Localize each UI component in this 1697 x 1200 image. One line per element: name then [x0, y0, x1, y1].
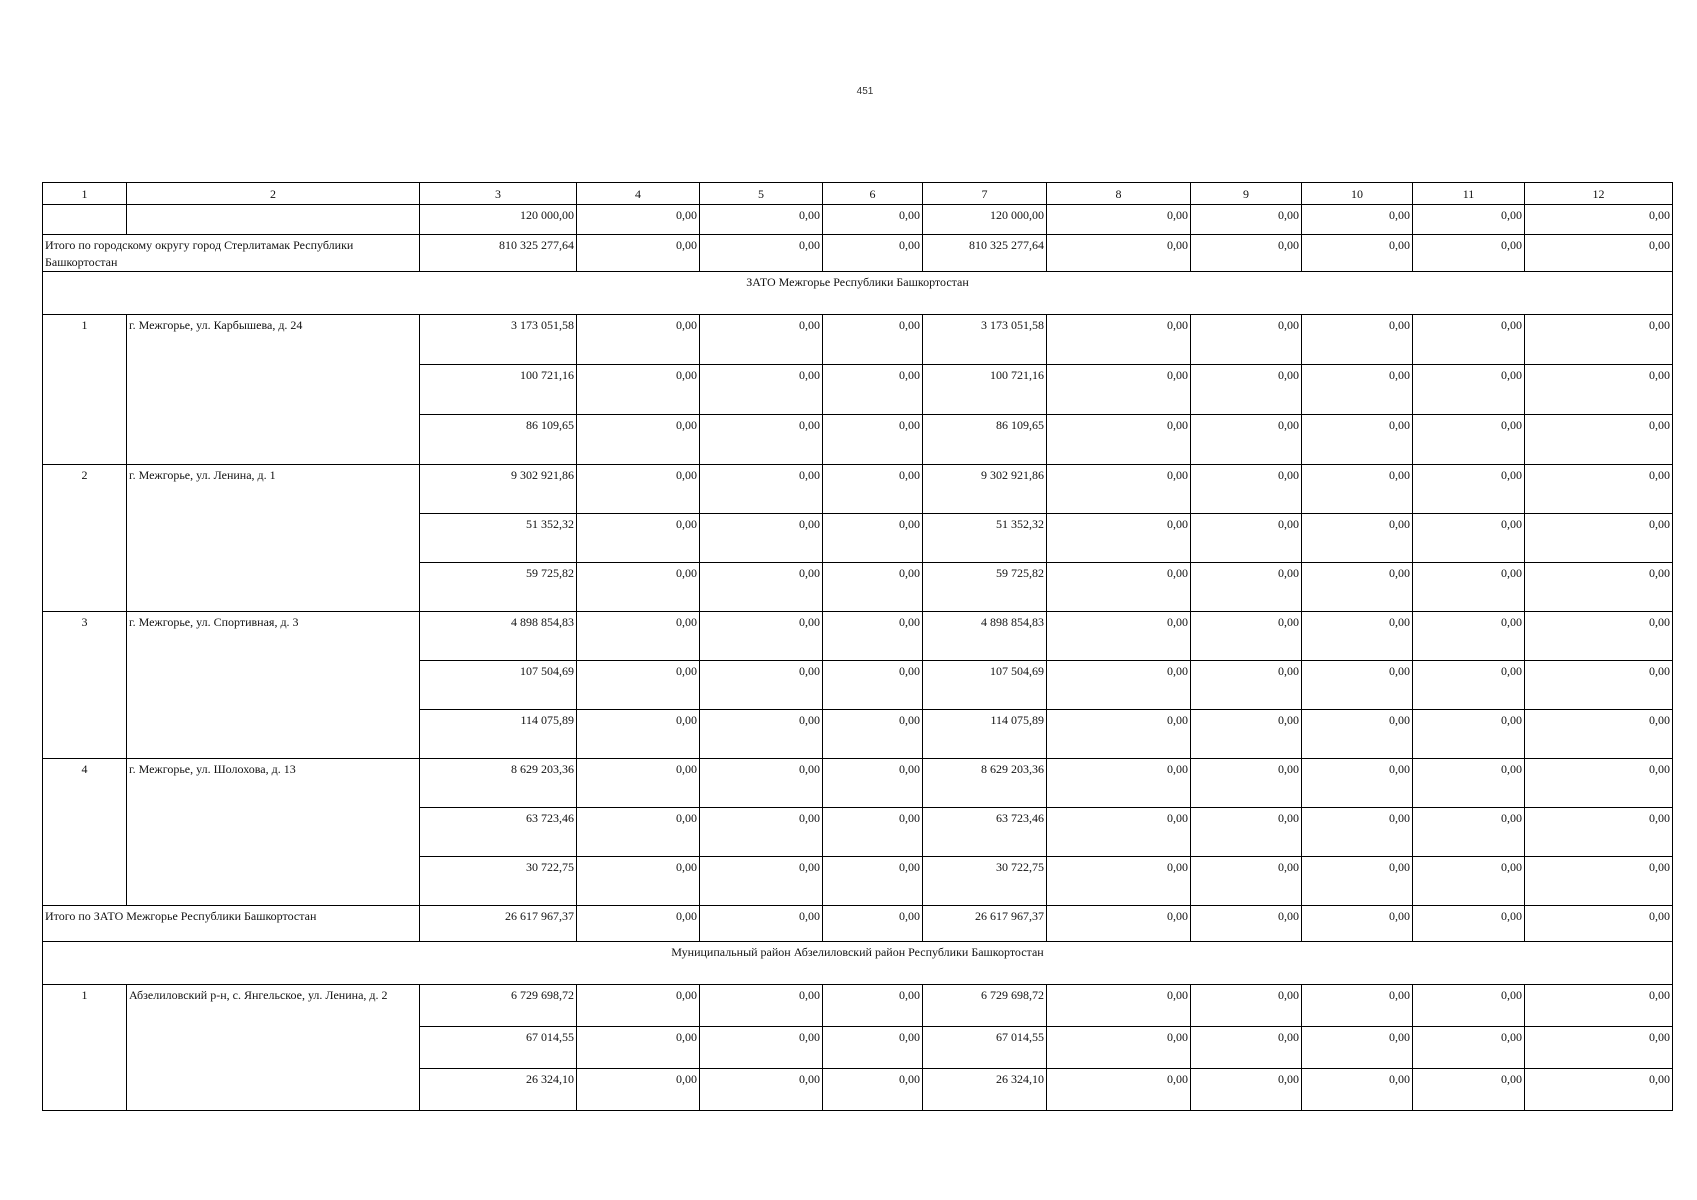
amount-cell: 0,00 [1302, 514, 1413, 563]
amount-cell: 0,00 [700, 857, 823, 906]
amount-cell: 0,00 [823, 612, 923, 661]
amount-cell: 0,00 [577, 315, 700, 365]
amount-cell: 0,00 [577, 710, 700, 759]
row-index: 1 [43, 315, 127, 465]
row-index: 4 [43, 759, 127, 906]
amount-cell: 0,00 [577, 759, 700, 808]
column-number-row [43, 183, 1673, 205]
table-row [43, 612, 1673, 661]
amount-cell: 0,00 [577, 985, 700, 1027]
amount-cell: 0,00 [577, 365, 700, 415]
amount-cell: 0,00 [1191, 465, 1302, 514]
amount-cell: 4 898 854,83 [420, 612, 577, 661]
amount-cell: 0,00 [1047, 1027, 1191, 1069]
amount-cell: 120 000,00 [420, 205, 577, 235]
amount-cell: 0,00 [823, 365, 923, 415]
total-row [43, 906, 1673, 942]
amount-cell: 0,00 [700, 365, 823, 415]
amount-cell: 51 352,32 [420, 514, 577, 563]
amount-cell: 0,00 [1047, 235, 1191, 272]
table-row [43, 315, 1673, 365]
amount-cell: 0,00 [1525, 808, 1673, 857]
amount-cell: 0,00 [1525, 759, 1673, 808]
amount-cell: 0,00 [1191, 985, 1302, 1027]
amount-cell: 0,00 [1525, 465, 1673, 514]
amount-cell: 0,00 [1302, 415, 1413, 465]
column-number: 11 [1413, 183, 1525, 205]
column-number: 4 [577, 183, 700, 205]
amount-cell: 0,00 [1413, 315, 1525, 365]
amount-cell: 114 075,89 [923, 710, 1047, 759]
amount-cell: 0,00 [700, 710, 823, 759]
amount-cell: 0,00 [1191, 1027, 1302, 1069]
amount-cell: 100 721,16 [420, 365, 577, 415]
amount-cell: 0,00 [823, 315, 923, 365]
amount-cell: 0,00 [700, 205, 823, 235]
page-number: 451 [856, 86, 874, 97]
amount-cell: 0,00 [823, 906, 923, 942]
amount-cell: 810 325 277,64 [420, 235, 577, 272]
amount-cell: 0,00 [823, 710, 923, 759]
total-row [43, 235, 1673, 272]
amount-cell: 0,00 [700, 985, 823, 1027]
amount-cell: 0,00 [1191, 205, 1302, 235]
amount-cell: 0,00 [823, 465, 923, 514]
amount-cell: 0,00 [1302, 365, 1413, 415]
amount-cell: 0,00 [823, 857, 923, 906]
amount-cell: 67 014,55 [923, 1027, 1047, 1069]
amount-cell: 0,00 [823, 415, 923, 465]
amount-cell: 0,00 [1525, 365, 1673, 415]
amount-cell: 0,00 [1047, 365, 1191, 415]
amount-cell: 63 723,46 [420, 808, 577, 857]
amount-cell: 6 729 698,72 [420, 985, 577, 1027]
amount-cell: 0,00 [1302, 563, 1413, 612]
amount-cell: 0,00 [1413, 906, 1525, 942]
amount-cell: 59 725,82 [420, 563, 577, 612]
address-cell: Абзелиловский р-н, с. Янгельское, ул. Ленина, д. 2 [127, 985, 420, 1111]
column-number: 1 [43, 183, 127, 205]
amount-cell: 0,00 [1525, 1069, 1673, 1111]
amount-cell: 59 725,82 [923, 563, 1047, 612]
total-label: Итого по ЗАТО Межгорье Республики Башкортостан [43, 906, 420, 942]
column-number: 2 [127, 183, 420, 205]
table-row [43, 759, 1673, 808]
section-row [43, 272, 1673, 315]
amount-cell: 0,00 [1047, 315, 1191, 365]
amount-cell: 0,00 [577, 1027, 700, 1069]
amount-cell: 0,00 [1413, 759, 1525, 808]
amount-cell: 0,00 [700, 612, 823, 661]
amount-cell: 0,00 [1302, 906, 1413, 942]
amount-cell: 0,00 [1525, 563, 1673, 612]
amount-cell: 0,00 [577, 563, 700, 612]
amount-cell: 0,00 [1302, 661, 1413, 710]
amount-cell: 0,00 [1302, 759, 1413, 808]
table-row [43, 205, 1673, 235]
amount-cell: 9 302 921,86 [420, 465, 577, 514]
amount-cell: 0,00 [1047, 465, 1191, 514]
amount-cell: 67 014,55 [420, 1027, 577, 1069]
amount-cell: 0,00 [1302, 205, 1413, 235]
amount-cell: 0,00 [577, 661, 700, 710]
amount-cell: 0,00 [1302, 612, 1413, 661]
amount-cell: 0,00 [1302, 1027, 1413, 1069]
amount-cell: 0,00 [1413, 612, 1525, 661]
amount-cell: 86 109,65 [420, 415, 577, 465]
column-number: 9 [1191, 183, 1302, 205]
amount-cell: 30 722,75 [923, 857, 1047, 906]
amount-cell: 0,00 [577, 235, 700, 272]
amount-cell: 0,00 [1047, 857, 1191, 906]
amount-cell: 0,00 [1302, 315, 1413, 365]
amount-cell: 0,00 [1413, 808, 1525, 857]
column-number: 3 [420, 183, 577, 205]
amount-cell: 0,00 [1191, 857, 1302, 906]
amount-cell: 0,00 [1302, 985, 1413, 1027]
amount-cell: 0,00 [1413, 465, 1525, 514]
amount-cell: 0,00 [1302, 465, 1413, 514]
row-index: 2 [43, 465, 127, 612]
address-cell: г. Межгорье, ул. Спортивная, д. 3 [127, 612, 420, 759]
amount-cell: 0,00 [700, 465, 823, 514]
amount-cell: 0,00 [700, 1069, 823, 1111]
amount-cell: 0,00 [1302, 235, 1413, 272]
amount-cell: 0,00 [1191, 514, 1302, 563]
amount-cell: 0,00 [1413, 985, 1525, 1027]
amount-cell: 0,00 [1413, 1027, 1525, 1069]
amount-cell: 0,00 [1191, 315, 1302, 365]
address-cell: г. Межгорье, ул. Ленина, д. 1 [127, 465, 420, 612]
amount-cell: 0,00 [823, 759, 923, 808]
amount-cell: 0,00 [1525, 514, 1673, 563]
amount-cell: 0,00 [823, 205, 923, 235]
column-number: 7 [923, 183, 1047, 205]
amount-cell: 0,00 [1047, 514, 1191, 563]
amount-cell: 63 723,46 [923, 808, 1047, 857]
table-body [43, 183, 1673, 1111]
amount-cell: 0,00 [577, 612, 700, 661]
amount-cell: 0,00 [1302, 857, 1413, 906]
amount-cell: 0,00 [1047, 415, 1191, 465]
amount-cell: 51 352,32 [923, 514, 1047, 563]
row-index: 3 [43, 612, 127, 759]
amount-cell: 0,00 [1413, 514, 1525, 563]
amount-cell: 26 324,10 [420, 1069, 577, 1111]
amount-cell: 0,00 [1413, 857, 1525, 906]
amount-cell: 0,00 [823, 563, 923, 612]
amount-cell: 0,00 [1302, 710, 1413, 759]
amount-cell: 0,00 [1191, 563, 1302, 612]
amount-cell: 0,00 [1413, 661, 1525, 710]
amount-cell: 3 173 051,58 [923, 315, 1047, 365]
amount-cell: 26 324,10 [923, 1069, 1047, 1111]
amount-cell: 8 629 203,36 [923, 759, 1047, 808]
amount-cell: 0,00 [1413, 710, 1525, 759]
amount-cell: 810 325 277,64 [923, 235, 1047, 272]
amount-cell: 30 722,75 [420, 857, 577, 906]
amount-cell: 0,00 [1413, 415, 1525, 465]
amount-cell: 0,00 [1413, 1069, 1525, 1111]
section-title: Муниципальный район Абзелиловский район Республики Башкортостан [43, 942, 1673, 985]
amount-cell: 120 000,00 [923, 205, 1047, 235]
amount-cell: 0,00 [1047, 612, 1191, 661]
amount-cell: 0,00 [1191, 415, 1302, 465]
amount-cell: 0,00 [1525, 1027, 1673, 1069]
amount-cell: 4 898 854,83 [923, 612, 1047, 661]
amount-cell: 0,00 [1525, 906, 1673, 942]
column-number: 8 [1047, 183, 1191, 205]
amount-cell: 0,00 [1525, 205, 1673, 235]
amount-cell: 0,00 [1525, 415, 1673, 465]
amount-cell: 0,00 [1047, 563, 1191, 612]
amount-cell: 107 504,69 [923, 661, 1047, 710]
amount-cell: 0,00 [1413, 205, 1525, 235]
amount-cell: 0,00 [577, 205, 700, 235]
address-cell [127, 205, 420, 235]
amount-cell: 0,00 [1413, 365, 1525, 415]
amount-cell: 0,00 [1525, 315, 1673, 365]
amount-cell: 0,00 [1047, 205, 1191, 235]
amount-cell: 0,00 [823, 808, 923, 857]
amount-cell: 0,00 [823, 514, 923, 563]
amount-cell: 0,00 [1191, 808, 1302, 857]
amount-cell: 0,00 [1413, 563, 1525, 612]
amount-cell: 0,00 [700, 514, 823, 563]
amount-cell: 0,00 [700, 906, 823, 942]
amount-cell: 0,00 [823, 1069, 923, 1111]
amount-cell: 0,00 [1191, 1069, 1302, 1111]
amount-cell: 114 075,89 [420, 710, 577, 759]
amount-cell: 8 629 203,36 [420, 759, 577, 808]
amount-cell: 0,00 [700, 1027, 823, 1069]
amount-cell: 107 504,69 [420, 661, 577, 710]
section-title: ЗАТО Межгорье Республики Башкортостан [43, 272, 1673, 315]
amount-cell: 26 617 967,37 [923, 906, 1047, 942]
amount-cell: 0,00 [1191, 365, 1302, 415]
amount-cell: 86 109,65 [923, 415, 1047, 465]
address-cell: г. Межгорье, ул. Шолохова, д. 13 [127, 759, 420, 906]
row-index: 1 [43, 985, 127, 1111]
amount-cell: 0,00 [577, 1069, 700, 1111]
amount-cell: 3 173 051,58 [420, 315, 577, 365]
amount-cell: 0,00 [823, 235, 923, 272]
amount-cell: 0,00 [577, 857, 700, 906]
amount-cell: 0,00 [577, 906, 700, 942]
amount-cell: 9 302 921,86 [923, 465, 1047, 514]
amount-cell: 0,00 [1047, 1069, 1191, 1111]
amount-cell: 0,00 [1302, 1069, 1413, 1111]
budget-table [42, 182, 1673, 1111]
amount-cell: 0,00 [700, 808, 823, 857]
amount-cell: 0,00 [700, 415, 823, 465]
table-row [43, 465, 1673, 514]
amount-cell: 0,00 [1047, 710, 1191, 759]
amount-cell: 0,00 [1413, 235, 1525, 272]
amount-cell: 0,00 [1525, 235, 1673, 272]
amount-cell: 0,00 [700, 235, 823, 272]
amount-cell: 0,00 [1191, 906, 1302, 942]
amount-cell: 0,00 [823, 661, 923, 710]
amount-cell: 6 729 698,72 [923, 985, 1047, 1027]
total-label: Итого по городскому округу город Стерлитамак Республики Башкортостан [43, 235, 420, 272]
amount-cell: 0,00 [1047, 661, 1191, 710]
column-number: 12 [1525, 183, 1673, 205]
section-row [43, 942, 1673, 985]
address-cell: г. Межгорье, ул. Карбышева, д. 24 [127, 315, 420, 465]
amount-cell: 0,00 [1047, 906, 1191, 942]
amount-cell: 0,00 [1525, 661, 1673, 710]
amount-cell: 0,00 [1047, 808, 1191, 857]
amount-cell: 0,00 [700, 315, 823, 365]
amount-cell: 0,00 [1525, 612, 1673, 661]
amount-cell: 0,00 [1047, 985, 1191, 1027]
amount-cell: 0,00 [1191, 710, 1302, 759]
amount-cell: 0,00 [1525, 710, 1673, 759]
amount-cell: 100 721,16 [923, 365, 1047, 415]
amount-cell: 0,00 [823, 1027, 923, 1069]
amount-cell: 0,00 [577, 808, 700, 857]
column-number: 5 [700, 183, 823, 205]
amount-cell: 0,00 [577, 415, 700, 465]
amount-cell: 0,00 [700, 563, 823, 612]
amount-cell: 0,00 [1191, 235, 1302, 272]
amount-cell: 0,00 [1302, 808, 1413, 857]
amount-cell: 0,00 [1191, 759, 1302, 808]
amount-cell: 0,00 [700, 759, 823, 808]
amount-cell: 0,00 [1191, 612, 1302, 661]
idx-cell [43, 205, 127, 235]
amount-cell: 0,00 [823, 985, 923, 1027]
amount-cell: 26 617 967,37 [420, 906, 577, 942]
table-row [43, 985, 1673, 1027]
column-number: 10 [1302, 183, 1413, 205]
amount-cell: 0,00 [1525, 985, 1673, 1027]
amount-cell: 0,00 [700, 661, 823, 710]
column-number: 6 [823, 183, 923, 205]
amount-cell: 0,00 [1525, 857, 1673, 906]
amount-cell: 0,00 [577, 514, 700, 563]
amount-cell: 0,00 [1047, 759, 1191, 808]
amount-cell: 0,00 [577, 465, 700, 514]
amount-cell: 0,00 [1191, 661, 1302, 710]
